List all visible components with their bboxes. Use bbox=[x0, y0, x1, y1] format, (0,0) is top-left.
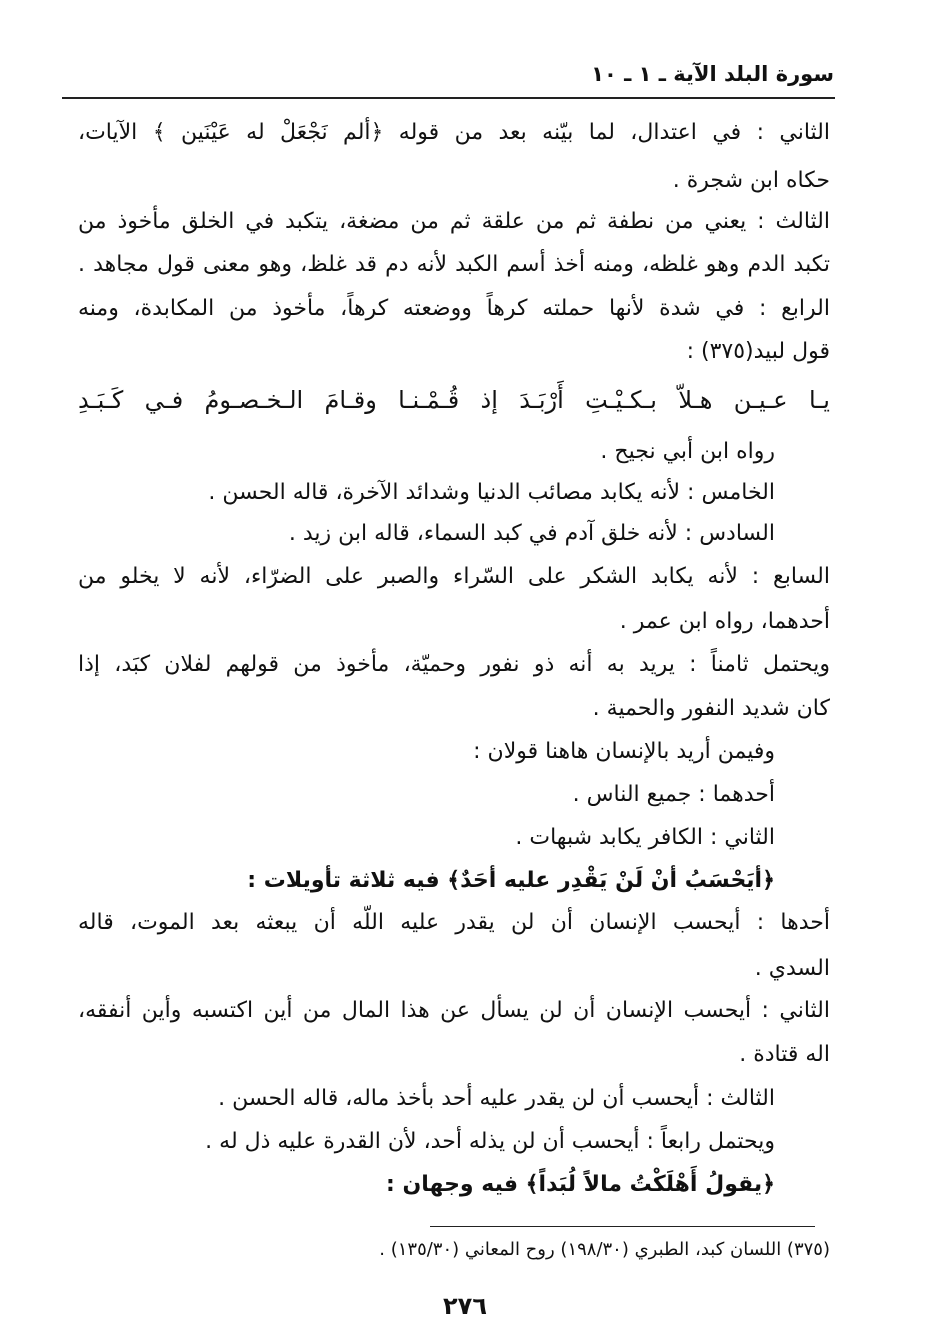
body-line: ويحتمل رابعاً : أيحسب أن لن يذله أحد، لأن القدرة عليه ذل له . bbox=[205, 1129, 775, 1154]
body-line: كان شديد النفور والحمية . bbox=[592, 696, 830, 721]
body-line: تكبد الدم وهو غلظه، ومنه أخذ أسم الكبد لأنه دم قد غلظ، وهو معنى قول مجاهد . bbox=[78, 252, 830, 277]
body-line: الثالث : أيحسب أن لن يقدر عليه أحد بأخذ ماله، قاله الحسن . bbox=[218, 1086, 775, 1111]
body-line: رواه ابن أبي نجيح . bbox=[600, 439, 775, 464]
body-line: السادس : لأنه خلق آدم في كبد السماء، قاله ابن زيد . bbox=[288, 521, 775, 546]
page-number: ٢٧٦ bbox=[443, 1292, 487, 1320]
body-line: أحدها : أيحسب الإنسان أن لن يقدر عليه اللّه أن يبعثه بعد الموت، قاله bbox=[78, 910, 830, 935]
body-line: قول لبيد(٣٧٥) : bbox=[686, 339, 830, 364]
running-header: سورة البلد الآية ـ ١ ـ ١٠ bbox=[591, 62, 834, 86]
poem-verse: يـا عـيـن هـلاّ بـكـيْـتِ أَرْبَـدَ إذ قُـمْـنـا وقـامَ الـخـصـومُ فـي كَـبَـدِ bbox=[78, 386, 830, 414]
body-line: الثالث : يعني من نطفة ثم من علقة ثم من مضغة، يتكبد في الخلق مأخوذ من bbox=[78, 209, 830, 234]
body-line: الثاني : في اعتدال، لما بيّنه بعد من قوله ﴿ألم نَجْعَلْ له عَيْنَين ﴾ الآيات، bbox=[78, 120, 830, 145]
body-line: الرابع : في شدة لأنها حملته كرهاً ووضعته كرهاً، مأخوذ من المكابدة، ومنه bbox=[78, 296, 830, 321]
body-line: الخامس : لأنه يكابد مصائب الدنيا وشدائد الآخرة، قاله الحسن . bbox=[208, 480, 775, 505]
body-line: أحدهما : جميع الناس . bbox=[572, 782, 775, 807]
body-line: الثاني : أيحسب الإنسان أن لن يسأل عن هذا المال من أين اكتسبه وأين أنفقه، bbox=[78, 998, 830, 1023]
body-line: السدي . bbox=[754, 956, 830, 981]
body-line: السابع : لأنه يكابد الشكر على السّراء والصبر على الضرّاء، لأنه لا يخلو من bbox=[78, 564, 830, 589]
header-rule bbox=[62, 97, 835, 99]
quran-verse: ﴿يقولُ أَهْلَكْتُ مالاً لُبَداً﴾ فيه وجهان : bbox=[386, 1172, 775, 1197]
footnote: (٣٧٥) اللسان كبد، الطبري (١٩٨/٣٠) روح المعاني (١٣٥/٣٠) . bbox=[379, 1239, 830, 1260]
body-line: أحدهما، رواه ابن عمر . bbox=[619, 609, 830, 634]
body-line: اله قتادة . bbox=[739, 1042, 830, 1067]
body-line: حكاه ابن شجرة . bbox=[672, 168, 830, 193]
body-line: ويحتمل ثامناً : يريد به أنه ذو نفور وحميّة، مأخوذ من قولهم لفلان كبَد، إذا bbox=[78, 652, 830, 677]
quran-verse: ﴿أيَحْسَبُ أنْ لَنْ يَقْدِر عليه أحَدٌ﴾ فيه ثلاثة تأويلات : bbox=[247, 868, 775, 893]
footnote-rule bbox=[430, 1226, 815, 1227]
body-line: الثاني : الكافر يكابد شبهات . bbox=[515, 825, 775, 850]
body-line: وفيمن أريد بالإنسان هاهنا قولان : bbox=[473, 739, 775, 764]
